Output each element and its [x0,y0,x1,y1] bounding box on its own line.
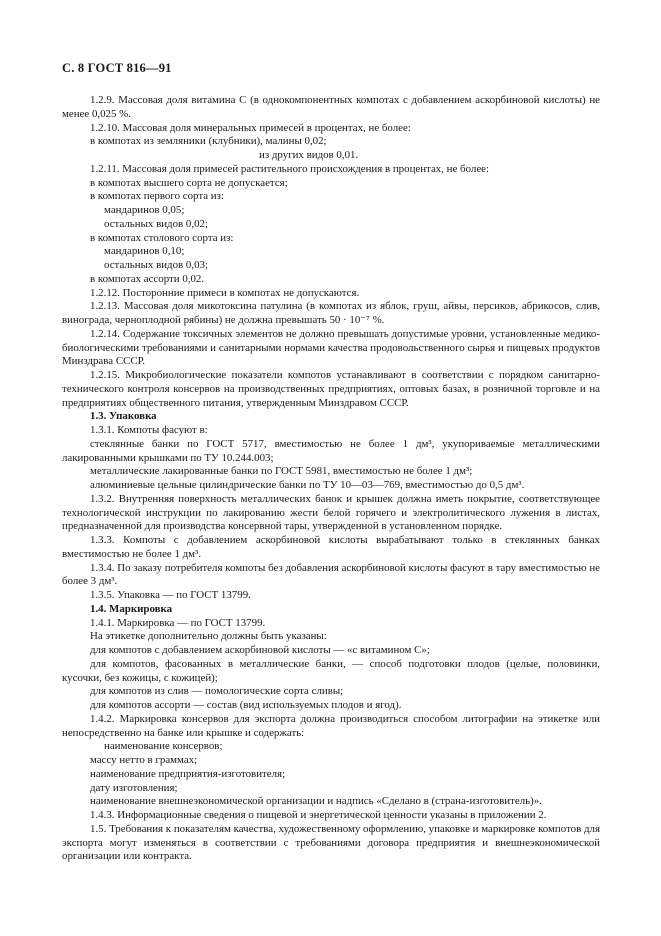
paragraph-1-2-14: 1.2.14. Содержание токсичных элементов не должно превышать допустимые уровни, установленные медико-биологическими требованиями и санитарными нормами качества продовольственного сырья и пищевых продуктов Минздрава СССР. [62,327,600,368]
page-header: С. 8 ГОСТ 816—91 [62,61,172,75]
list-item: стеклянные банки по ГОСТ 5717, вместимостью не более 1 дм³, укупориваемые металлическими лакированными крышками по ТУ 10.244.003; [62,437,600,464]
paragraph-1-3-2: 1.3.2. Внутренняя поверхность металлических банок и крышек должна иметь покрытие, соответствующее технологической инструкции по лакированию жести белой горячего и электролитического лужения в листах, предназначенной для производства консервной тары, утвержденной в установленном порядке. [62,492,600,533]
paragraph-1-3-1: 1.3.1. Компоты фасуют в: [90,424,208,436]
section-heading-1-3: 1.3. Упаковка [90,410,157,423]
list-item: металлические лакированные банки по ГОСТ 5981, вместимостью не более 1 дм³; [90,465,473,478]
paragraph-1-2-9: 1.2.9. Массовая доля витамина С (в однокомпонентных компотах с добавлением аскорбиновой кислоты) не менее 0,025 %. [62,94,600,120]
paragraph: На этикетке дополнительно должны быть указаны: [90,630,327,643]
list-item: в компотах первого сорта из: [90,190,224,203]
list-item: для компотов, фасованных в металлические банки, — способ подготовки плодов (целые, половинки, кусочки, без кожицы, с кожицей); [62,657,600,684]
list-item: в компотах из земляники (клубники), малины 0,02; [90,135,327,148]
list-item: в компотах ассорти 0,02. [90,272,205,285]
paragraph-1-5: 1.5. Требования к показателям качества, художественному оформлению, упаковке и маркировке компотов для экспорта могут изменяться в соответствии с требованиями договора предприятия и внешнеэкономической организации или контракта. [62,822,600,863]
list-item: для компотов с добавлением аскорбиновой кислоты — «с витамином С»; [90,644,430,656]
paragraph-1-2-11: 1.2.11. Массовая доля примесей растительного происхождения в процентах, не более: [90,162,490,175]
section-heading-1-4: 1.4. Маркировка [90,602,173,615]
paragraph-1-2-13: 1.2.13. Массовая доля микотоксина патулина (в компотах из яблок, груш, айвы, персиков, абрикосов, слив, винограда, черноплодной рябины) не должна превышать 50 · 10⁻⁷ %. [62,300,600,326]
list-item: наименование внешнеэкономической организации и надпись «Сделано в (страна-изготовитель)». [90,795,542,808]
list-item: для компотов ассорти — состав (вид используемых плодов и ягод). [90,699,402,711]
list-item: дату изготовления; [90,781,178,794]
list-item: массу нетто в граммах; [90,754,198,766]
paragraph-1-2-10: 1.2.10. Массовая доля минеральных примесей в процентах, не более: [90,121,411,134]
paragraph-1-4-2: 1.4.2. Маркировка консервов для экспорта должна производиться способом литографии на этикетке или непосредственно на банке или крышке и содержать: [62,712,600,739]
list-item: из других видов 0,01. [259,149,359,161]
paragraph-1-4-3: 1.4.3. Информационные сведения о пищевой и энергетической ценности указаны в приложении 2. [90,809,547,821]
paragraph-1-3-4: 1.3.4. По заказу потребителя компоты без добавления аскорбиновой кислоты фасуют в тару вместимостью не более 3 дм³. [62,561,600,588]
paragraph-1-2-15: 1.2.15. Микробиологические показатели компотов устанавливают в соответствии с порядком санитарно-технического контроля консервов на производственных предприятиях, оптовых базах, в розничной торговле и на предприятиях общественного питания, утвержденным Минздравом СССР. [62,369,600,409]
list-item: остальных видов 0,03; [104,259,208,271]
document-body [62,94,600,864]
list-item: в компотах высшего сорта не допускается; [90,176,288,189]
list-item: мандаринов 0,10; [104,245,185,258]
paragraph-1-4-1: 1.4.1. Маркировка — по ГОСТ 13799. [90,616,266,629]
list-item: для компотов из слив — помологические сорта сливы; [90,685,344,698]
list-item: алюминиевые цельные цилиндрические банки по ТУ 10—03—769, вместимостью до 0,5 дм³. [90,479,525,491]
paragraph-1-3-5: 1.3.5. Упаковка — по ГОСТ 13799. [90,589,251,601]
list-item: в компотах столового сорта из: [90,231,234,244]
list-item: мандаринов 0,05; [104,204,185,216]
paragraph-1-3-3: 1.3.3. Компоты с добавлением аскорбиновой кислоты вырабатывают только в стеклянных банках вместимостью не более 1 дм³. [62,534,600,560]
list-item: наименование консервов; [104,740,223,753]
paragraph-1-2-12: 1.2.12. Посторонние примеси в компотах не допускаются. [90,286,360,299]
list-item: наименование предприятия-изготовителя; [90,767,286,780]
list-item: остальных видов 0,02; [104,217,208,230]
